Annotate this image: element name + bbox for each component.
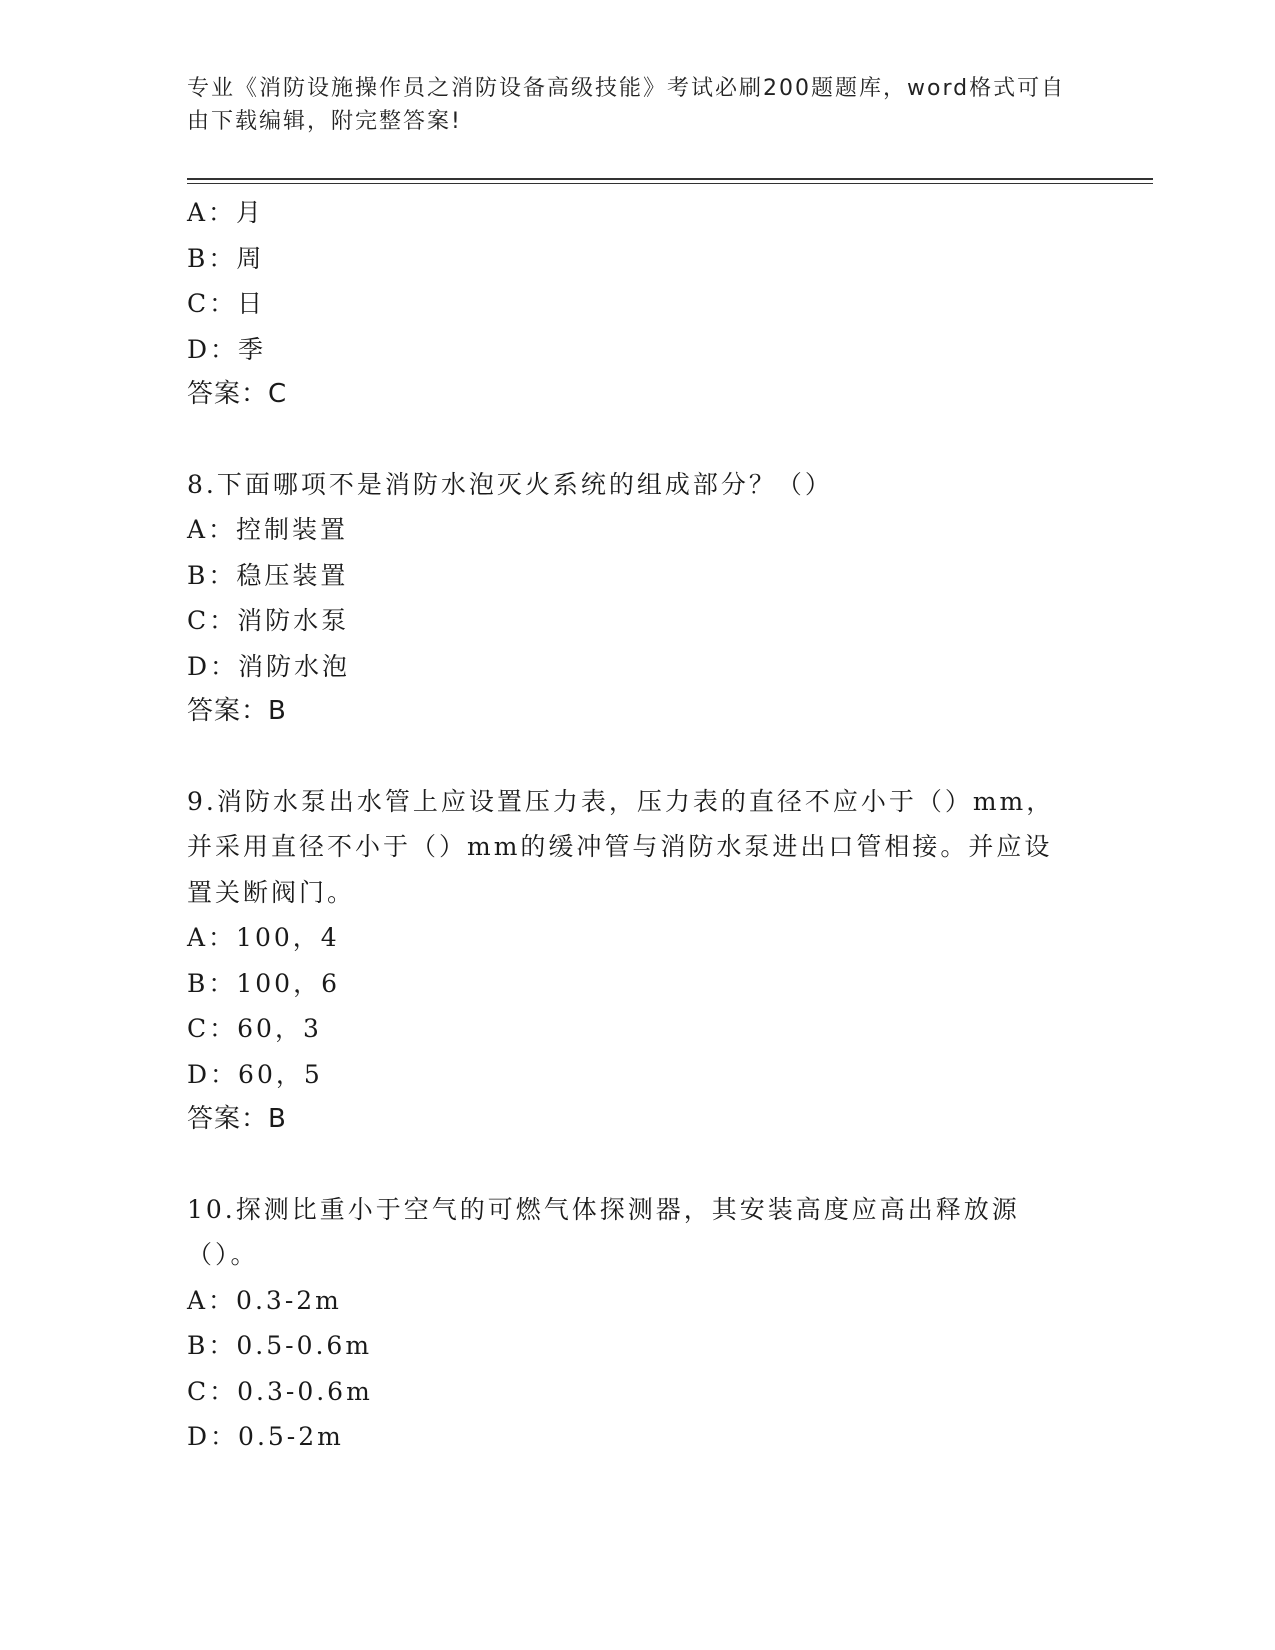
question-list xyxy=(187,190,1067,1460)
option-d: D：60，5 xyxy=(187,1059,323,1089)
question-text: 9.消防水泵出水管上应设置压力表，压力表的直径不应小于（）mm，并采用直径不小于（）mm的缓冲管与消防水泵进出口管相接。并应设置关断阀门。 xyxy=(187,786,1055,907)
option-a: A：0.3-2m xyxy=(187,1285,342,1315)
answer-line: 答案：C xyxy=(187,379,288,409)
option-a: A：控制装置 xyxy=(187,515,349,544)
answer-line: 答案：B xyxy=(187,1104,287,1134)
option-b: B：周 xyxy=(187,243,265,273)
option-a: A：月 xyxy=(187,198,265,227)
question-block xyxy=(187,462,1067,735)
option-a: A：100，4 xyxy=(187,923,340,952)
document-header: 专业《消防设施操作员之消防设备高级技能》考试必刷200题题库，word格式可自由下载编辑，附完整答案! xyxy=(187,76,1066,134)
header-rule-thin xyxy=(187,183,1153,184)
header-rule-thick xyxy=(187,178,1153,180)
option-d: D：季 xyxy=(187,334,267,364)
answer-line: 答案：B xyxy=(187,696,287,726)
option-c: C：60，3 xyxy=(187,1014,322,1043)
option-c: C：日 xyxy=(187,289,266,318)
option-b: B：100，6 xyxy=(187,968,340,998)
question-block xyxy=(187,1187,1067,1460)
option-b: B：0.5-0.6m xyxy=(187,1331,373,1360)
option-d: D：消防水泡 xyxy=(187,651,351,681)
question-text: 8.下面哪项不是消防水泡灭火系统的组成部分？（） xyxy=(187,469,833,499)
question-text: 10.探测比重小于空气的可燃气体探测器，其安装高度应高出释放源（）。 xyxy=(187,1194,1020,1269)
option-c: C：消防水泵 xyxy=(187,606,350,635)
option-c: C：0.3-0.6m xyxy=(187,1376,373,1406)
question-block xyxy=(187,190,1067,418)
option-b: B：稳压装置 xyxy=(187,560,349,590)
question-block xyxy=(187,779,1067,1143)
option-d: D：0.5-2m xyxy=(187,1422,344,1451)
